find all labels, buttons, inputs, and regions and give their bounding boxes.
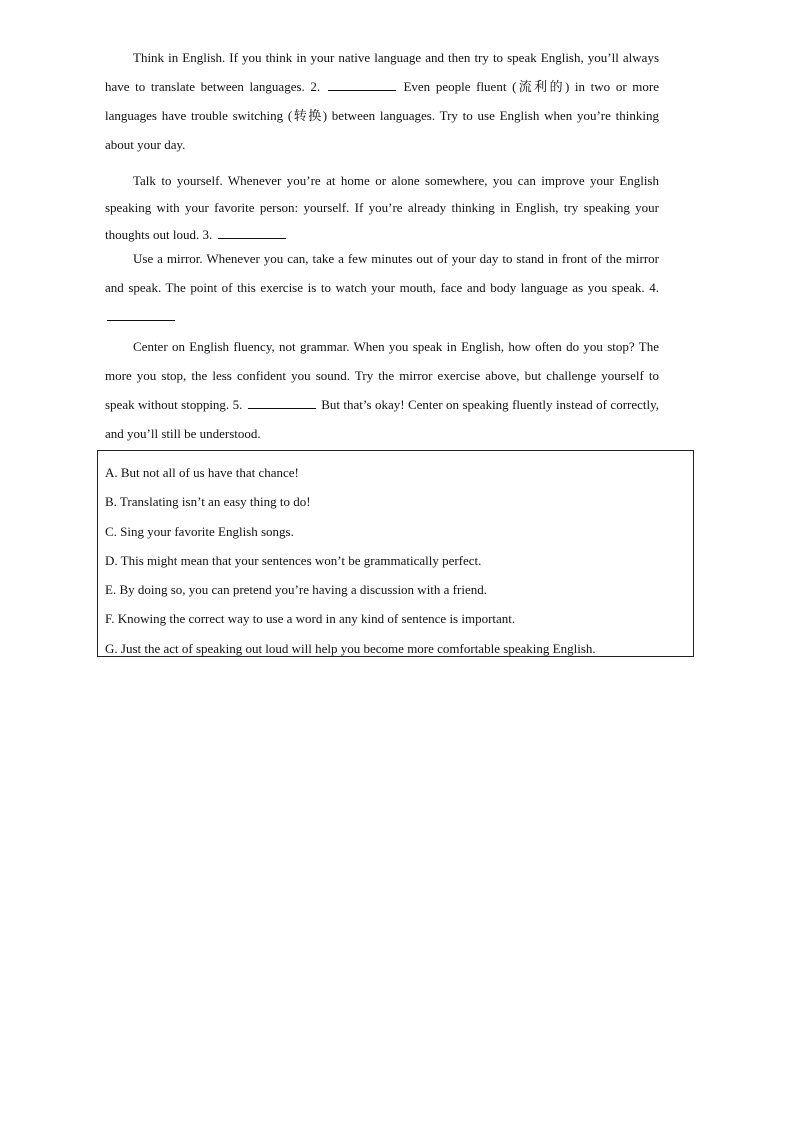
option-d: D. This might mean that your sentences won’t be grammatically perfect. [105, 552, 482, 568]
option-f: F. Knowing the correct way to use a word in any kind of sentence is important. [105, 611, 516, 627]
paragraph-use-a-mirror [105, 244, 659, 331]
answer-blank-4[interactable] [107, 308, 175, 321]
paragraph-text: But that’s okay! Center on speaking fluently instead of correctly, and you’ll still be understood. [105, 397, 660, 441]
answer-blank-5[interactable] [248, 396, 316, 409]
answer-blank-3[interactable] [218, 226, 286, 239]
paragraph-talk-to-yourself [105, 167, 659, 248]
option-c: C. Sing your favorite English songs. [105, 523, 294, 539]
option-g: G. Just the act of speaking out loud will help you become more comfortable speaking English. [105, 640, 596, 656]
option-b: B. Translating isn’t an easy thing to do! [105, 494, 311, 510]
paragraph-text: Think in English. If you think in your native language and then try to speak English, you’ll always have to translate between languages. 2. [105, 50, 659, 94]
paragraph-think-in-english [105, 43, 659, 159]
paragraph-text: Center on English fluency, not grammar. When you speak in English, how often do you stop? The more you stop, the less confident you sound. Try the mirror exercise above, but challenge yourself to speak without stopping. 5. [105, 339, 659, 412]
answer-blank-2[interactable] [328, 78, 396, 91]
paragraph-text: Use a mirror. Whenever you can, take a few minutes out of your day to stand in front of the mirror and speak. The point of this exercise is to watch your mouth, face and body language as you speak. 4. [105, 251, 659, 295]
paragraph-text: Even people fluent (流利的) in two or more languages have trouble switching (转换) between languages. Try to use English when you’re thinking about your day. [105, 79, 660, 152]
option-a: A. But not all of us have that chance! [105, 465, 299, 480]
paragraph-text: Talk to yourself. Whenever you’re at home or alone somewhere, you can improve your English speaking with your favorite person: yourself. If you’re already thinking in English, try speaking your thoughts out loud. 3. [105, 173, 659, 242]
option-e: E. By doing so, you can pretend you’re having a discussion with a friend. [105, 582, 487, 598]
paragraph-center-on-fluency [105, 332, 659, 448]
answer-options-box [97, 450, 694, 657]
